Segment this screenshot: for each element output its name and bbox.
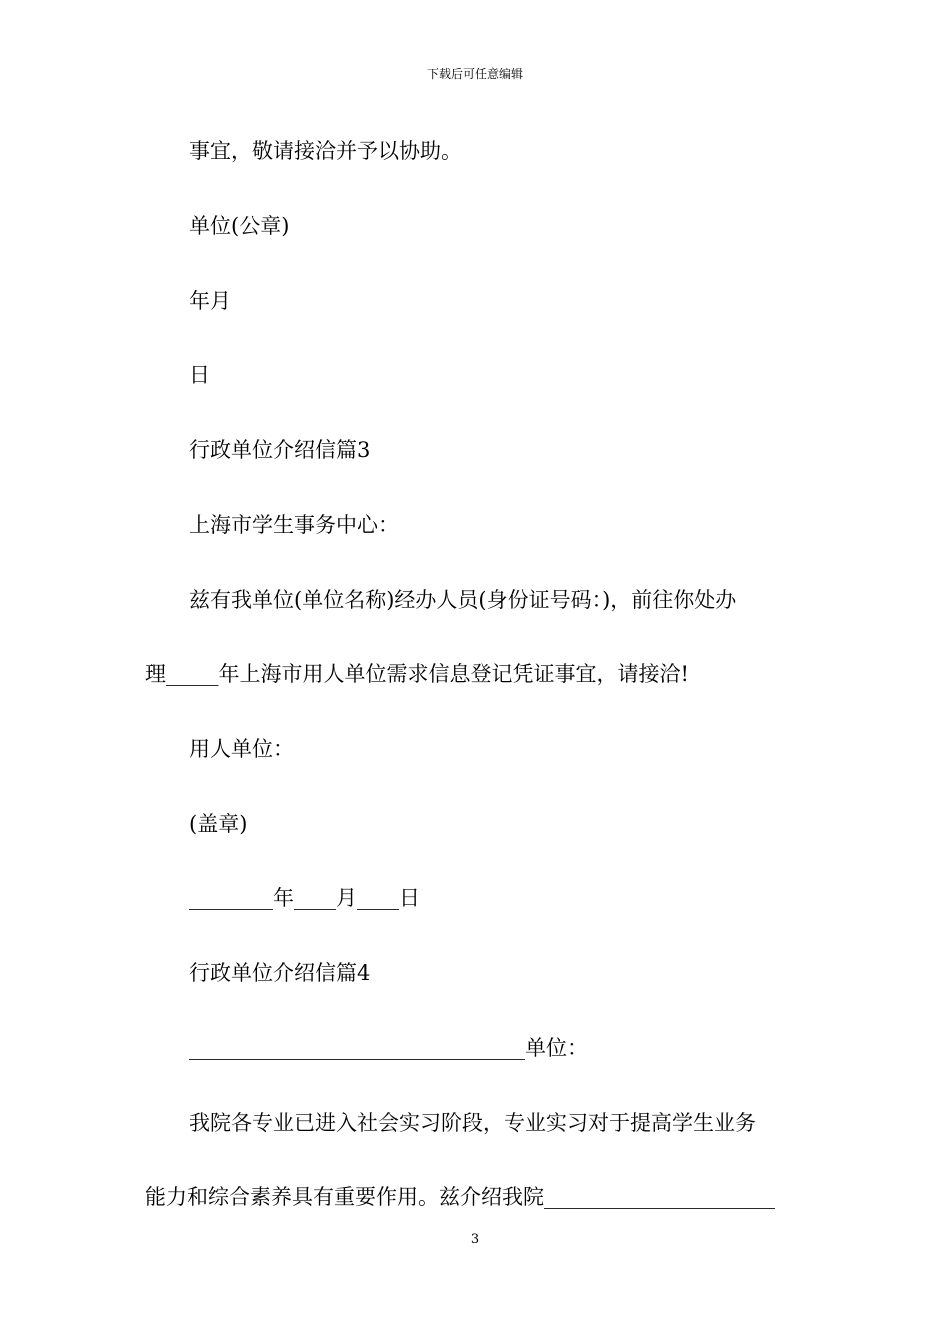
text-line-14: 我院各专业已进入社会实习阶段，专业实习对于提高学生业务: [189, 1111, 756, 1135]
addressee-line: ________________________________单位：: [189, 1036, 588, 1060]
section-heading-4: 行政单位介绍信篇4: [189, 961, 371, 985]
seal-line: (盖章): [189, 812, 248, 836]
text-line-3: 年月: [189, 289, 231, 313]
text-line-9: 用人单位：: [189, 737, 294, 761]
page-header: 下载后可任意编辑: [426, 67, 523, 81]
text-line-8: 理_____年上海市用人单位需求信息登记凭证事宜，请接洽!: [145, 662, 689, 686]
text-line-1: 事宜，敬请接洽并予以协助。: [189, 139, 462, 163]
text-line-15: 能力和综合素养具有重要作用。兹介绍我院______________________: [145, 1185, 775, 1209]
date-line: ________年____月____日: [189, 886, 420, 910]
recipient-line: 上海市学生事务中心：: [189, 513, 399, 537]
page-number: 3: [470, 1232, 480, 1247]
text-line-7: 兹有我单位(单位名称)经办人员(身份证号码：)，前往你处办: [189, 588, 737, 612]
section-heading-3: 行政单位介绍信篇3: [189, 438, 371, 462]
text-line-2: 单位(公章): [189, 214, 290, 238]
text-line-4: 日: [189, 363, 210, 387]
